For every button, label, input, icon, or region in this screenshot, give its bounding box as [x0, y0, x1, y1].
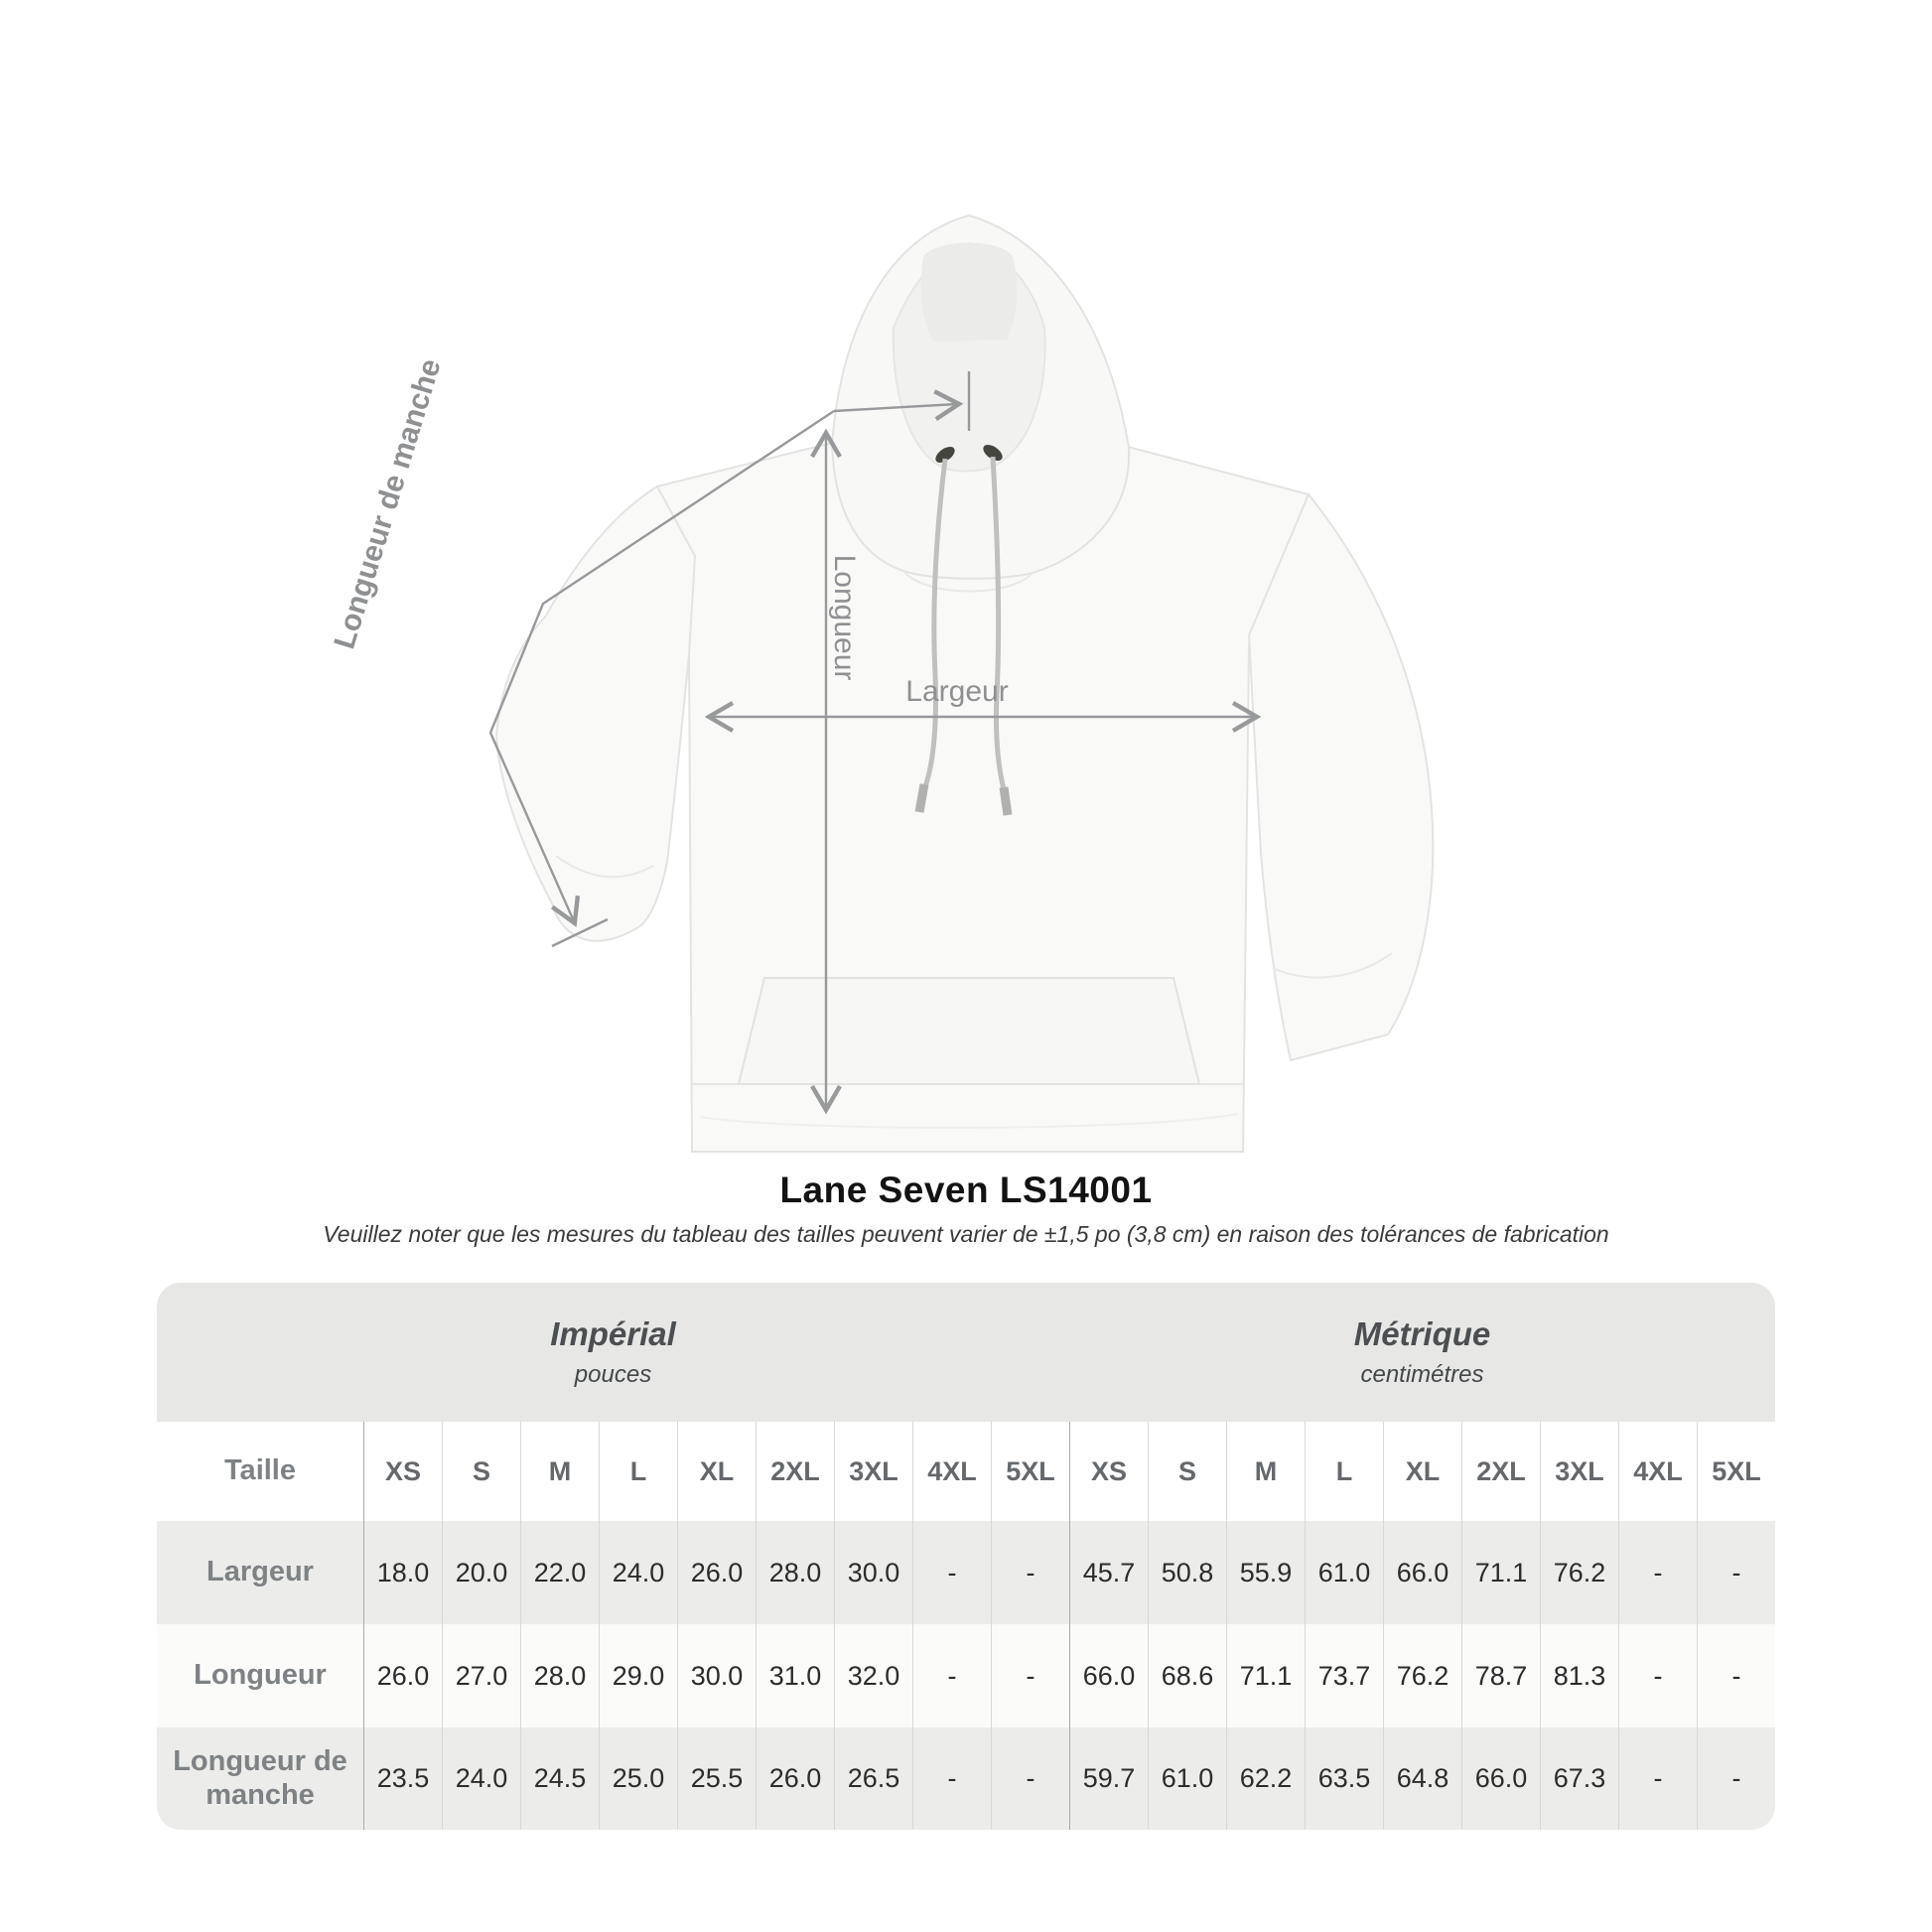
value-cell: -: [1618, 1624, 1697, 1727]
size-header-cell: 4XL: [1618, 1422, 1697, 1521]
value-cell: 66.0: [1069, 1624, 1148, 1727]
size-header-cell: L: [1305, 1422, 1383, 1521]
value-cell: -: [991, 1727, 1069, 1830]
size-header-cell: 2XL: [1461, 1422, 1540, 1521]
value-cell: 59.7: [1069, 1727, 1148, 1830]
value-cell: 30.0: [677, 1624, 756, 1727]
value-cell: 45.7: [1069, 1521, 1148, 1624]
value-cell: 66.0: [1383, 1521, 1461, 1624]
value-cell: -: [991, 1624, 1069, 1727]
value-cell: 26.5: [834, 1727, 912, 1830]
value-cell: 78.7: [1461, 1624, 1540, 1727]
value-cell: 71.1: [1461, 1521, 1540, 1624]
value-cell: 26.0: [677, 1521, 756, 1624]
table-row: [157, 1521, 1775, 1624]
size-header-cell: XS: [1069, 1422, 1148, 1521]
drawstring-aglet: [1004, 787, 1008, 815]
value-cell: 55.9: [1226, 1521, 1305, 1624]
size-header-cell: 3XL: [1540, 1422, 1618, 1521]
sleeve-length-label: Longueur de manche: [328, 354, 448, 653]
value-cell: -: [1697, 1521, 1775, 1624]
table-row: [157, 1727, 1775, 1830]
value-cell: 25.5: [677, 1727, 756, 1830]
size-header-cell: 5XL: [1697, 1422, 1775, 1521]
row-label: Longueur de manche: [173, 1745, 347, 1811]
size-header-cell: 5XL: [991, 1422, 1069, 1521]
value-cell: -: [1697, 1624, 1775, 1727]
metric-section-header: [1069, 1283, 1775, 1422]
value-cell: -: [991, 1521, 1069, 1624]
value-cell: 50.8: [1148, 1521, 1226, 1624]
metric-unit: centimétres: [1360, 1361, 1484, 1388]
width-label: Largeur: [905, 675, 1009, 708]
imperial-section-header: [157, 1283, 1069, 1422]
value-cell: -: [1697, 1727, 1775, 1830]
size-header-cell: XL: [677, 1422, 756, 1521]
value-cell: 76.2: [1540, 1521, 1618, 1624]
value-cell: 73.7: [1305, 1624, 1383, 1727]
value-cell: 76.2: [1383, 1624, 1461, 1727]
size-header-cell: M: [520, 1422, 599, 1521]
value-cell: 81.3: [1540, 1624, 1618, 1727]
value-cell: 18.0: [363, 1521, 442, 1624]
value-cell: 62.2: [1226, 1727, 1305, 1830]
length-label: Longueur: [828, 554, 861, 681]
size-column-header: Taille: [224, 1454, 296, 1487]
value-cell: 67.3: [1540, 1727, 1618, 1830]
value-cell: 32.0: [834, 1624, 912, 1727]
value-cell: -: [912, 1624, 991, 1727]
row-label: Largeur: [207, 1556, 314, 1588]
metric-title: Métrique: [1353, 1315, 1491, 1352]
value-cell: 26.0: [363, 1624, 442, 1727]
size-header-cell: L: [599, 1422, 677, 1521]
value-cell: -: [1618, 1521, 1697, 1624]
value-cell: 61.0: [1305, 1521, 1383, 1624]
value-cell: 28.0: [756, 1521, 834, 1624]
value-cell: 24.0: [599, 1521, 677, 1624]
size-header-cell: S: [442, 1422, 520, 1521]
value-cell: 20.0: [442, 1521, 520, 1624]
table-row: [157, 1624, 1775, 1727]
size-header-cell: S: [1148, 1422, 1226, 1521]
row-label: Longueur: [194, 1659, 327, 1692]
value-cell: -: [1618, 1727, 1697, 1830]
value-cell: -: [912, 1727, 991, 1830]
size-table: [157, 1283, 1775, 1830]
size-header-cell: XL: [1383, 1422, 1461, 1521]
value-cell: 68.6: [1148, 1624, 1226, 1727]
size-header-row: [157, 1422, 1775, 1521]
value-cell: 26.0: [756, 1727, 834, 1830]
value-cell: 25.0: [599, 1727, 677, 1830]
value-cell: 61.0: [1148, 1727, 1226, 1830]
tolerance-note: Veuillez noter que les mesures du tableau des tailles peuvent varier de ±1,5 po (3,8 cm) en raison des tolérances de fabrication: [323, 1221, 1609, 1247]
value-cell: 22.0: [520, 1521, 599, 1624]
value-cell: 27.0: [442, 1624, 520, 1727]
imperial-unit: pouces: [574, 1361, 652, 1388]
value-cell: 31.0: [756, 1624, 834, 1727]
drawstring-aglet: [919, 784, 924, 812]
value-cell: 24.5: [520, 1727, 599, 1830]
value-cell: 64.8: [1383, 1727, 1461, 1830]
size-header-cell: 4XL: [912, 1422, 991, 1521]
size-header-cell: 2XL: [756, 1422, 834, 1521]
value-cell: -: [912, 1521, 991, 1624]
value-cell: 28.0: [520, 1624, 599, 1727]
size-header-cell: XS: [363, 1422, 442, 1521]
value-cell: 66.0: [1461, 1727, 1540, 1830]
value-cell: 71.1: [1226, 1624, 1305, 1727]
value-cell: 29.0: [599, 1624, 677, 1727]
value-cell: 30.0: [834, 1521, 912, 1624]
value-cell: 63.5: [1305, 1727, 1383, 1830]
page-title: Lane Seven LS14001: [779, 1170, 1153, 1210]
imperial-title: Impérial: [550, 1315, 676, 1352]
size-header-cell: 3XL: [834, 1422, 912, 1521]
value-cell: 24.0: [442, 1727, 520, 1830]
value-cell: 23.5: [363, 1727, 442, 1830]
unit-header: [157, 1283, 1775, 1422]
size-header-cell: M: [1226, 1422, 1305, 1521]
